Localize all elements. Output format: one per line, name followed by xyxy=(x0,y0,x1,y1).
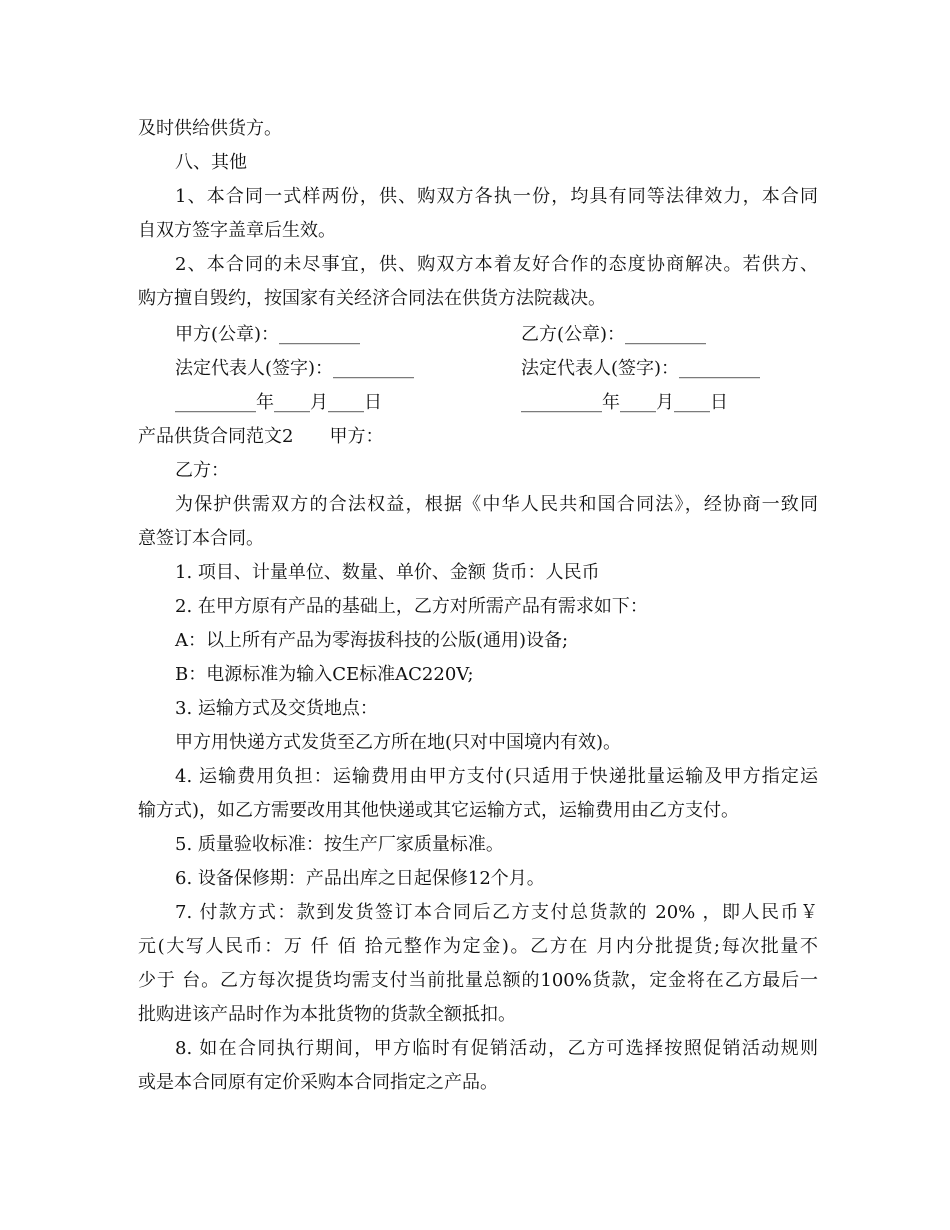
contract2-party-b: 乙方： xyxy=(175,460,229,481)
party-a-seal-line: 甲方(公章)：_________ xyxy=(175,324,361,345)
text-line: 及时供给供货方。 xyxy=(138,118,282,139)
section-heading-other: 八、其他 xyxy=(175,152,247,173)
clause-3: 3. 运输方式及交货地点： xyxy=(175,698,378,719)
clause-6: 6. 设备保修期：产品出库之日起保修12个月。 xyxy=(175,868,545,889)
text-line: 为保护供需双方的合法权益，根据《中华人民共和国合同法》，经协商一致同 xyxy=(175,494,818,515)
clause-2b: B：电源标准为输入CE标准AC220V; xyxy=(175,664,474,685)
text-line: 2、本合同的未尽事宜，供、购双方本着友好合作的态度协商解决。若供方、 xyxy=(175,254,818,275)
text-line: 1、本合同一式样两份，供、购双方各执一份，均具有同等法律效力，本合同 xyxy=(175,186,818,207)
text-line: 少于 台。乙方每次提货均需支付当前批量总额的100%货款，定金将在乙方最后一 xyxy=(138,970,818,991)
clause-7: 7. 付款方式：款到发货签订本合同后乙方支付总货款的 20% ，即人民币￥ xyxy=(175,902,818,923)
party-b-seal-line: 乙方(公章)：_________ xyxy=(521,324,707,345)
clause-2: 2. 在甲方原有产品的基础上，乙方对所需产品有需求如下： xyxy=(175,596,648,617)
text-line: 自双方签字盖章后生效。 xyxy=(138,220,336,241)
party-a-representative-line: 法定代表人(签字)：_________ xyxy=(175,358,415,379)
text-line: 输方式)，如乙方需要改用其他快递或其它运输方式，运输费用由乙方支付。 xyxy=(138,800,740,821)
clause-1: 1. 项目、计量单位、数量、单价、金额 货币：人民币 xyxy=(175,562,600,583)
clause-8: 8. 如在合同执行期间，甲方临时有促销活动，乙方可选择按照促销活动规则 xyxy=(175,1038,818,1059)
contract2-title: 产品供货合同范文2 甲方： xyxy=(138,426,384,447)
clause-2a: A：以上所有产品为零海拔科技的公版(通用)设备; xyxy=(175,630,569,651)
clause-5: 5. 质量验收标准：按生产厂家质量标准。 xyxy=(175,834,504,855)
party-b-date-line: _________年____月____日 xyxy=(521,392,728,413)
text-line: 批购进该产品时作为本批货物的货款全额抵扣。 xyxy=(138,1004,516,1025)
clause-3-detail: 甲方用快递方式发货至乙方所在地(只对中国境内有效)。 xyxy=(175,732,622,753)
text-line: 元(大写人民币：万 仟 佰 拾元整作为定金)。乙方在 月内分批提货;每次批量不 xyxy=(138,936,818,957)
text-line: 或是本合同原有定价采购本合同指定之产品。 xyxy=(138,1072,498,1093)
text-line: 意签订本合同。 xyxy=(138,528,264,549)
clause-4: 4. 运输费用负担：运输费用由甲方支付(只适用于快递批量运输及甲方指定运 xyxy=(175,766,818,787)
party-a-date-line: _________年____月____日 xyxy=(175,392,382,413)
text-line: 购方擅自毁约，按国家有关经济合同法在供货方法院裁决。 xyxy=(138,288,606,309)
party-b-representative-line: 法定代表人(签字)：_________ xyxy=(521,358,761,379)
